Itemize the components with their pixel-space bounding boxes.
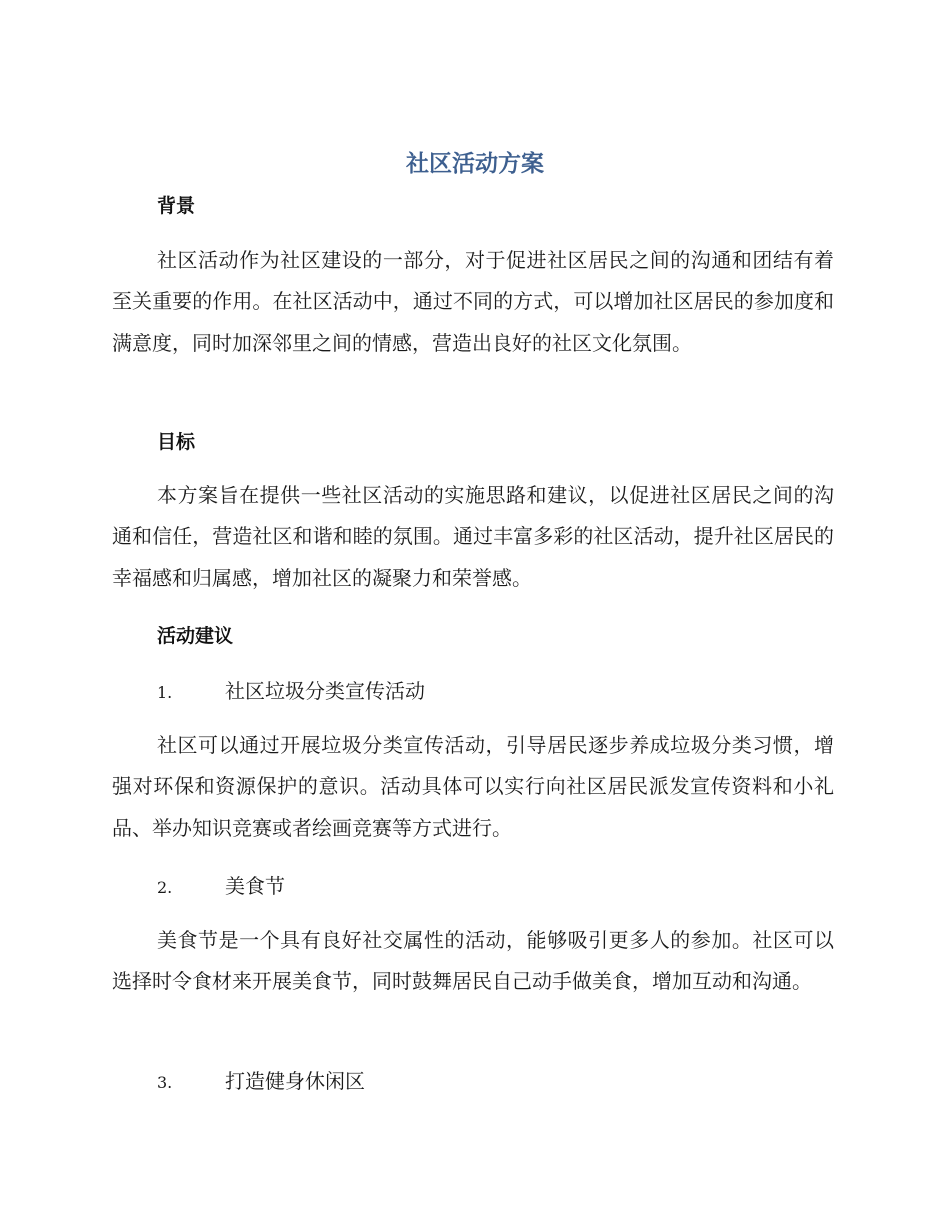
list-item-2 — [157, 871, 285, 903]
list-item-3 — [157, 1066, 365, 1098]
list-item-1 — [157, 676, 425, 708]
paragraph-background: 社区活动作为社区建设的一部分，对于促进社区居民之间的沟通和团结有着至关重要的作用。在社区活动中，通过不同的方式，可以增加社区居民的参加度和满意度，同时加深邻里之间的情感，营造出良好的社区文化氛围。 — [112, 248, 834, 355]
paragraph-item-2: 美食节是一个具有良好社交属性的活动，能够吸引更多人的参加。社区可以选择时令食材来开展美食节，同时鼓舞居民自己动手做美食，增加互动和沟通。 — [112, 928, 834, 994]
section-heading-background: 背景 — [157, 195, 196, 217]
list-item-number: 2. — [157, 878, 173, 897]
list-item-title: 美食节 — [225, 874, 285, 898]
list-item-number: 1. — [157, 683, 173, 702]
list-item-title: 社区垃圾分类宣传活动 — [225, 679, 425, 703]
section-heading-goal: 目标 — [157, 431, 196, 453]
list-item-number: 3. — [157, 1073, 173, 1092]
section-heading-suggestions: 活动建议 — [157, 625, 234, 647]
list-item-title: 打造健身休闲区 — [225, 1069, 365, 1093]
document-title: 社区活动方案 — [406, 151, 544, 177]
paragraph-item-1: 社区可以通过开展垃圾分类宣传活动，引导居民逐步养成垃圾分类习惯，增强对环保和资源保护的意识。活动具体可以实行向社区居民派发宣传资料和小礼品、举办知识竞赛或者绘画竞赛等方式进行。 — [112, 733, 834, 840]
paragraph-goal: 本方案旨在提供一些社区活动的实施思路和建议，以促进社区居民之间的沟通和信任，营造社区和谐和睦的氛围。通过丰富多彩的社区活动，提升社区居民的幸福感和归属感，增加社区的凝聚力和荣誉感。 — [112, 483, 834, 590]
